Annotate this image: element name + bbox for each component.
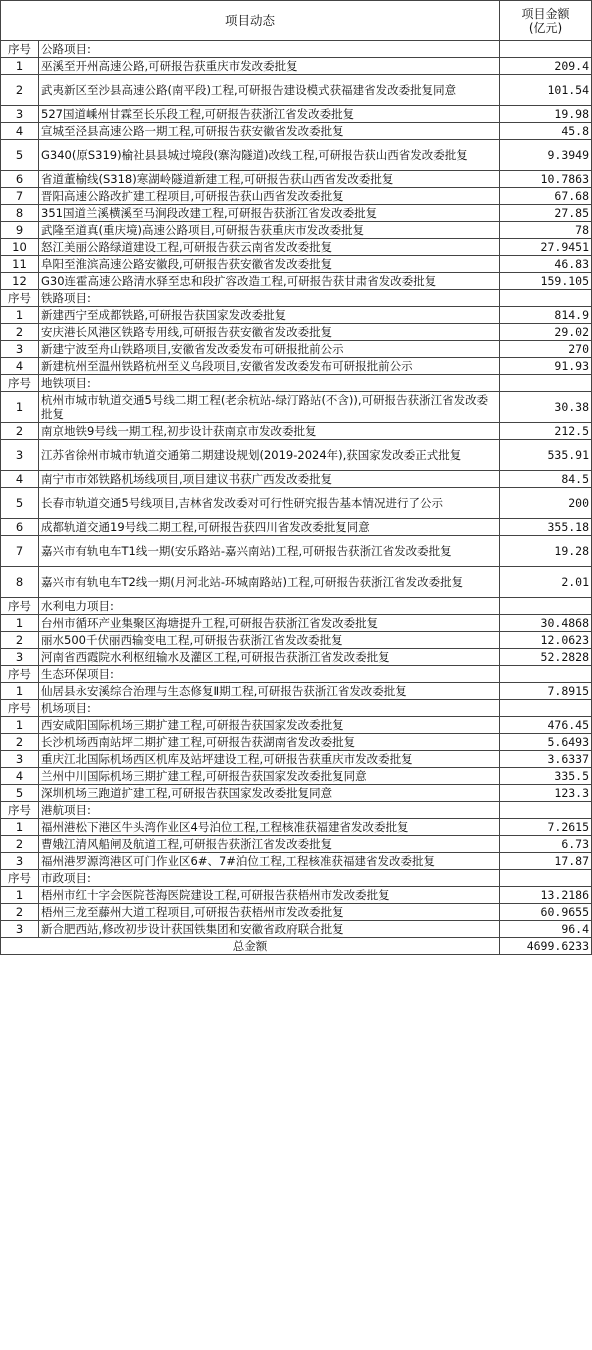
row-amount: 52.2828 [500,649,592,666]
row-number: 5 [1,140,39,171]
row-description: 河南省西霞院水利枢纽输水及灌区工程,可研报告获浙江省发改委批复 [39,649,500,666]
header-row [1,1,592,41]
row-description: G30连霍高速公路清水驿至忠和段扩容改造工程,可研报告获甘肃省发改委批复 [39,273,500,290]
table-row [1,171,592,188]
row-description: 曹娥江清风船闸及航道工程,可研报告获浙江省发改委批复 [39,836,500,853]
total-row [1,938,592,955]
seq-label: 序号 [1,41,39,58]
total-label: 总金额 [1,938,500,955]
table-row [1,140,592,171]
row-description: 福州港松下港区牛头湾作业区4号泊位工程,工程核准获福建省发改委批复 [39,819,500,836]
row-amount: 7.8915 [500,683,592,700]
row-number: 1 [1,58,39,75]
row-description: 江苏省徐州市城市轨道交通第二期建设规划(2019-2024年),获国家发改委正式批复 [39,440,500,471]
section-header-row [1,700,592,717]
row-description: 嘉兴市有轨电车T1线一期(安乐路站-嘉兴南站)工程,可研报告获浙江省发改委批复 [39,536,500,567]
section-amount-empty [500,700,592,717]
row-number: 10 [1,239,39,256]
section-amount-empty [500,375,592,392]
row-amount: 12.0623 [500,632,592,649]
seq-label: 序号 [1,598,39,615]
table-row [1,392,592,423]
row-description: 杭州市城市轨道交通5号线二期工程(老余杭站-绿汀路站(不含)),可研报告获浙江省发改委批复 [39,392,500,423]
row-description: 阜阳至淮滨高速公路安徽段,可研报告获安徽省发改委批复 [39,256,500,273]
table-row [1,358,592,375]
section-header-row [1,802,592,819]
row-amount: 84.5 [500,471,592,488]
row-amount: 45.8 [500,123,592,140]
row-amount: 3.6337 [500,751,592,768]
row-number: 3 [1,440,39,471]
row-number: 3 [1,341,39,358]
table-row [1,536,592,567]
row-amount: 96.4 [500,921,592,938]
row-number: 1 [1,819,39,836]
row-number: 12 [1,273,39,290]
row-number: 1 [1,717,39,734]
seq-label: 序号 [1,802,39,819]
section-name: 市政项目: [39,870,500,887]
section-name: 机场项目: [39,700,500,717]
table-row [1,785,592,802]
section-header-row [1,870,592,887]
row-amount: 46.83 [500,256,592,273]
table-row [1,256,592,273]
row-description: 安庆港长风港区铁路专用线,可研报告获安徽省发改委批复 [39,324,500,341]
table-row [1,58,592,75]
row-amount: 2.01 [500,567,592,598]
row-description: 怒江美丽公路绿道建设工程,可研报告获云南省发改委批复 [39,239,500,256]
row-number: 4 [1,358,39,375]
section-header-row [1,375,592,392]
row-description: 527国道嵊州甘霖至长乐段工程,可研报告获浙江省发改委批复 [39,106,500,123]
row-amount: 101.54 [500,75,592,106]
row-amount: 19.98 [500,106,592,123]
row-amount: 29.02 [500,324,592,341]
row-number: 1 [1,887,39,904]
row-description: 丽水500千伏丽西输变电工程,可研报告获浙江省发改委批复 [39,632,500,649]
section-amount-empty [500,870,592,887]
table-row [1,423,592,440]
row-number: 5 [1,785,39,802]
section-name: 港航项目: [39,802,500,819]
table-row [1,717,592,734]
row-amount: 10.7863 [500,171,592,188]
section-name: 生态环保项目: [39,666,500,683]
header-amount-unit: (亿元) [528,20,563,35]
row-amount: 17.87 [500,853,592,870]
row-amount: 67.68 [500,188,592,205]
table-row [1,567,592,598]
row-amount: 5.6493 [500,734,592,751]
table-row [1,683,592,700]
table-body [1,41,592,955]
table-row [1,307,592,324]
row-number: 6 [1,519,39,536]
table-row [1,222,592,239]
row-amount: 30.4868 [500,615,592,632]
row-description: 晋阳高速公路改扩建工程项目,可研报告获山西省发改委批复 [39,188,500,205]
row-description: 梧州市红十字会医院苍海医院建设工程,可研报告获梧州市发改委批复 [39,887,500,904]
section-amount-empty [500,598,592,615]
section-name: 铁路项目: [39,290,500,307]
row-number: 3 [1,751,39,768]
row-number: 8 [1,567,39,598]
row-description: 武隆至道真(重庆境)高速公路项目,可研报告获重庆市发改委批复 [39,222,500,239]
row-description: 南宁市市郊铁路机场线项目,项目建议书获广西发改委批复 [39,471,500,488]
row-number: 4 [1,123,39,140]
table-row [1,188,592,205]
section-header-row [1,598,592,615]
row-description: 西安咸阳国际机场三期扩建工程,可研报告获国家发改委批复 [39,717,500,734]
total-amount: 4699.6233 [500,938,592,955]
table-row [1,440,592,471]
row-description: 宣城至泾县高速公路一期工程,可研报告获安徽省发改委批复 [39,123,500,140]
row-description: 长沙机场西南站坪二期扩建工程,可研报告获湖南省发改委批复 [39,734,500,751]
table-row [1,819,592,836]
row-description: 福州港罗源湾港区可门作业区6#、7#泊位工程,工程核准获福建省发改委批复 [39,853,500,870]
row-amount: 355.18 [500,519,592,536]
row-number: 2 [1,423,39,440]
table-row [1,205,592,222]
row-number: 4 [1,768,39,785]
row-amount: 60.9655 [500,904,592,921]
table-row [1,887,592,904]
section-amount-empty [500,666,592,683]
row-description: 长春市轨道交通5号线项目,吉林省发改委对可行性研究报告基本情况进行了公示 [39,488,500,519]
seq-label: 序号 [1,290,39,307]
row-amount: 335.5 [500,768,592,785]
header-amount [500,1,592,41]
section-name: 地铁项目: [39,375,500,392]
row-description: 重庆江北国际机场西区机库及站坪建设工程,可研报告获重庆市发改委批复 [39,751,500,768]
row-number: 2 [1,904,39,921]
section-header-row [1,290,592,307]
table-row [1,632,592,649]
row-number: 7 [1,188,39,205]
row-number: 3 [1,649,39,666]
table-row [1,273,592,290]
table-row [1,649,592,666]
row-number: 4 [1,471,39,488]
row-description: 巫溪至开州高速公路,可研报告获重庆市发改委批复 [39,58,500,75]
table-row [1,751,592,768]
row-description: 省道董榆线(S318)寒湖岭隧道新建工程,可研报告获山西省发改委批复 [39,171,500,188]
row-number: 7 [1,536,39,567]
row-description: 嘉兴市有轨电车T2线一期(月河北站-环城南路站)工程,可研报告获浙江省发改委批复 [39,567,500,598]
section-header-row [1,666,592,683]
row-number: 2 [1,324,39,341]
row-number: 3 [1,106,39,123]
table-row [1,239,592,256]
row-number: 1 [1,307,39,324]
row-number: 2 [1,632,39,649]
row-number: 2 [1,734,39,751]
section-header-row [1,41,592,58]
row-number: 1 [1,392,39,423]
row-amount: 13.2186 [500,887,592,904]
row-number: 3 [1,921,39,938]
row-number: 11 [1,256,39,273]
row-amount: 19.28 [500,536,592,567]
table-row [1,904,592,921]
row-number: 5 [1,488,39,519]
row-description: 梧州三龙至藤州大道工程项目,可研报告获梧州市发改委批复 [39,904,500,921]
table-row [1,75,592,106]
row-description: G340(原S319)榆社县县城过境段(寨沟隧道)改线工程,可研报告获山西省发改委批复 [39,140,500,171]
row-amount: 91.93 [500,358,592,375]
row-description: 仙居县永安溪综合治理与生态修复Ⅱ期工程,可研报告获浙江省发改委批复 [39,683,500,700]
seq-label: 序号 [1,666,39,683]
seq-label: 序号 [1,870,39,887]
table-row [1,106,592,123]
row-description: 新建杭州至温州铁路杭州至义乌段项目,安徽省发改委发布可研报批前公示 [39,358,500,375]
row-number: 9 [1,222,39,239]
table-row [1,341,592,358]
row-amount: 30.38 [500,392,592,423]
row-amount: 814.9 [500,307,592,324]
row-description: 南京地铁9号线一期工程,初步设计获南京市发改委批复 [39,423,500,440]
row-description: 成都轨道交通19号线二期工程,可研报告获四川省发改委批复同意 [39,519,500,536]
row-amount: 159.105 [500,273,592,290]
header-amount-label: 项目金额 [521,6,570,21]
row-number: 2 [1,836,39,853]
row-amount: 200 [500,488,592,519]
section-name: 水利电力项目: [39,598,500,615]
table-row [1,488,592,519]
row-amount: 212.5 [500,423,592,440]
table-row [1,324,592,341]
row-description: 台州市循环产业集聚区海塘提升工程,可研报告获浙江省发改委批复 [39,615,500,632]
table-row [1,615,592,632]
row-amount: 270 [500,341,592,358]
table-row [1,123,592,140]
seq-label: 序号 [1,375,39,392]
row-description: 新合肥西站,修改初步设计获国铁集团和安徽省政府联合批复 [39,921,500,938]
table-row [1,836,592,853]
row-amount: 209.4 [500,58,592,75]
header-title: 项目动态 [1,1,500,41]
row-number: 8 [1,205,39,222]
section-amount-empty [500,802,592,819]
row-description: 新建西宁至成都铁路,可研报告获国家发改委批复 [39,307,500,324]
row-amount: 27.85 [500,205,592,222]
section-amount-empty [500,41,592,58]
row-number: 3 [1,853,39,870]
seq-label: 序号 [1,700,39,717]
table-row [1,853,592,870]
row-amount: 476.45 [500,717,592,734]
table-row [1,519,592,536]
row-amount: 6.73 [500,836,592,853]
row-amount: 123.3 [500,785,592,802]
table-row [1,921,592,938]
row-number: 6 [1,171,39,188]
row-number: 1 [1,615,39,632]
row-amount: 78 [500,222,592,239]
row-amount: 7.2615 [500,819,592,836]
row-description: 新建宁波至舟山铁路项目,安徽省发改委发布可研报批前公示 [39,341,500,358]
row-description: 兰州中川国际机场三期扩建工程,可研报告获国家发改委批复同意 [39,768,500,785]
row-description: 武夷新区至沙县高速公路(南平段)工程,可研报告建设模式获福建省发改委批复同意 [39,75,500,106]
table-row [1,734,592,751]
row-amount: 535.91 [500,440,592,471]
row-description: 351国道兰溪横溪至马涧段改建工程,可研报告获浙江省发改委批复 [39,205,500,222]
row-amount: 27.9451 [500,239,592,256]
section-amount-empty [500,290,592,307]
row-number: 2 [1,75,39,106]
section-name: 公路项目: [39,41,500,58]
row-number: 1 [1,683,39,700]
table-row [1,768,592,785]
row-amount: 9.3949 [500,140,592,171]
table-row [1,471,592,488]
row-description: 深圳机场三跑道扩建工程,可研报告获国家发改委批复同意 [39,785,500,802]
